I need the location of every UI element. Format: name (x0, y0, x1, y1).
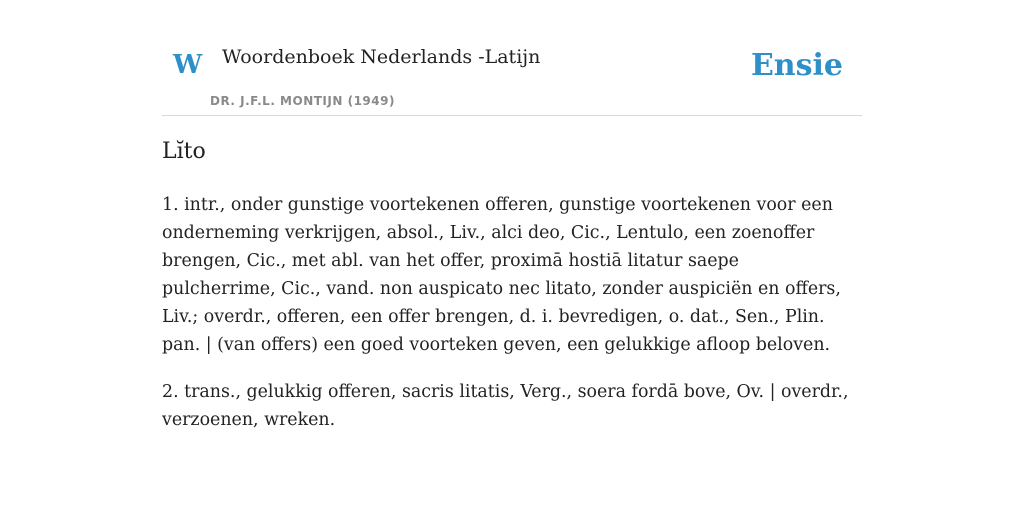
dictionary-logo-icon[interactable]: W (173, 50, 203, 80)
entry-headword: Lĭto (162, 139, 206, 164)
entry-content (162, 138, 852, 453)
entry-sense: 1. intr., onder gunstige voortekenen offeren, gunstige voortekenen voor een onderneming verkrijgen, absol., Liv., alci deo, Cic., Lentulo, een zoenoffer brengen, Cic., met abl. van het offer, proximā hostiā litatur saepe pulcherrime, Cic., vand. non auspicato nec litato, zonder auspiciën en offers, Liv.; overdr., offeren, een offer brengen, d. i. bevredigen, o. dat., Sen., Plin. pan. | (van offers) een goed voorteken geven, een gelukkige afloop beloven. (162, 194, 841, 355)
ensie-brand-logo[interactable]: Ensie (750, 48, 843, 83)
dictionary-title-link[interactable]: Woordenboek Nederlands -Latijn (222, 46, 541, 68)
dictionary-header (162, 0, 862, 116)
dictionary-author: DR. J.F.L. MONTIJN (1949) (210, 94, 395, 108)
entry-sense: 2. trans., gelukkig offeren, sacris litatis, Verg., soera fordā bove, Ov. | overdr., verzoenen, wreken. (162, 381, 849, 430)
